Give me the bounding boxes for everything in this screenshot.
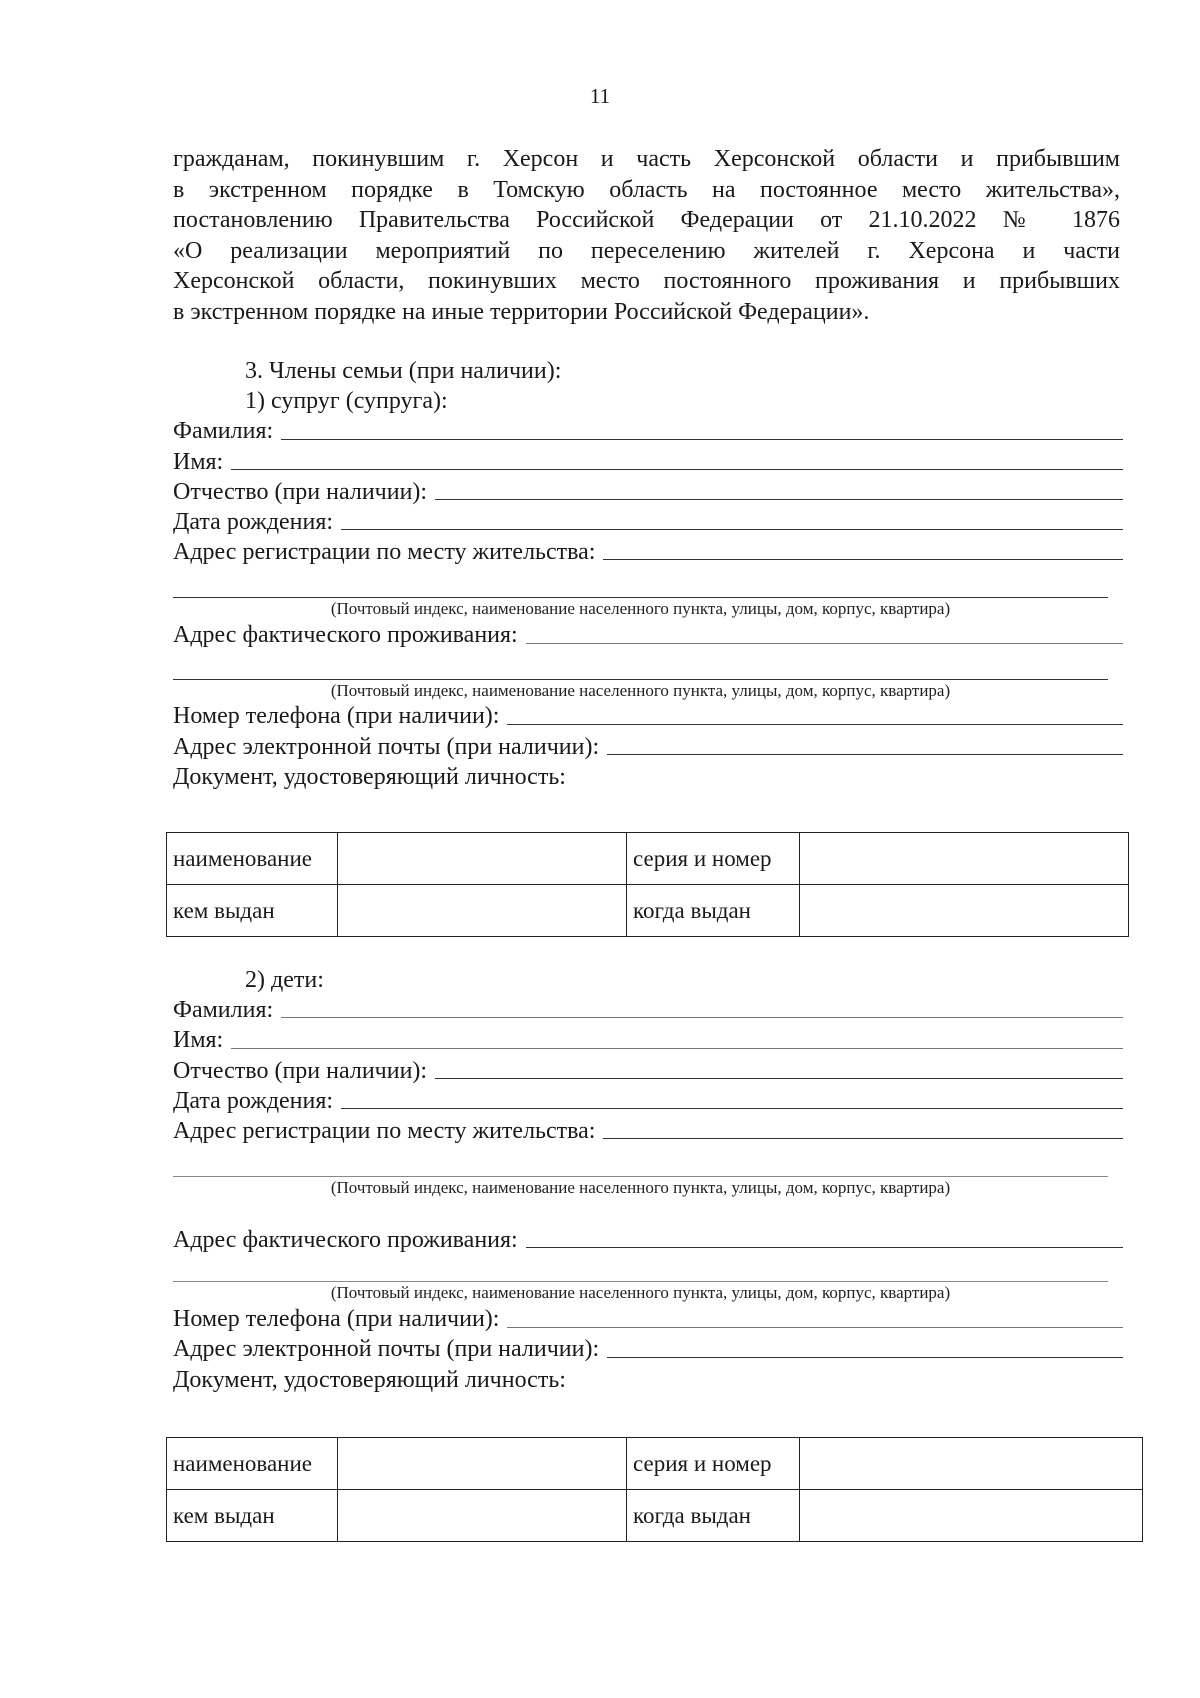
intro-line: «О реализации мероприятий по переселению жителей г. Херсона и части [173,237,1120,264]
page-number: 11 [589,84,611,108]
table-cell-label: наименование [167,1438,338,1490]
child-actual-address-field[interactable] [526,1247,1123,1248]
spouse-actual-address-label: Адрес фактического проживания: [173,622,518,649]
spouse-name-field[interactable] [231,469,1123,470]
section-title: 3. Члены семьи (при наличии): [245,357,562,384]
intro-line: гражданам, покинувшим г. Херсон и часть Херсонской области и прибывшим [173,146,1120,172]
child-name-label: Имя: [173,1027,224,1054]
intro-line: в экстренном порядке в Томскую область на постоянное место жительства», [173,176,1120,203]
table-cell-input[interactable] [800,1438,1143,1490]
child-phone-field[interactable] [507,1327,1123,1328]
spouse-reg-address-field[interactable] [603,559,1123,560]
spouse-actual-address-field[interactable] [526,643,1123,644]
child-email-label: Адрес электронной почты (при наличии): [173,1336,600,1363]
spouse-reg-address-label: Адрес регистрации по месту жительства: [173,539,596,566]
table-cell-input[interactable] [338,885,627,937]
child-actual-address-label: Адрес фактического проживания: [173,1227,518,1254]
intro-line: постановлению Правительства Российской Федерации от 21.10.2022 № 1876 [173,207,1120,233]
spouse-surname-label: Фамилия: [173,418,274,445]
spouse-name-label: Имя: [173,448,224,475]
table-cell-input[interactable] [800,885,1129,937]
spouse-birth-date-field[interactable] [341,529,1123,530]
intro-line: Херсонской области, покинувших место постоянного проживания и прибывших [173,268,1120,294]
spouse-actual-address-hint: (Почтовый индекс, наименование населенного пункта, улицы, дом, корпус, квартира) [330,680,951,700]
child-surname-label: Фамилия: [173,997,274,1024]
intro-paragraph [173,144,1120,327]
spouse-section [173,356,1123,792]
spouse-surname-field[interactable] [281,439,1123,440]
child-patronymic-label: Отчество (при наличии): [173,1057,428,1084]
table-cell-label: серия и номер [627,833,800,885]
child-birth-date-field[interactable] [341,1108,1123,1109]
spouse-phone-field[interactable] [507,724,1123,725]
child-birth-date-label: Дата рождения: [173,1087,334,1114]
spouse-email-label: Адрес электронной почты (при наличии): [173,733,600,760]
child-phone-label: Номер телефона (при наличии): [173,1306,500,1333]
table-cell-input[interactable] [338,1438,627,1490]
spouse-patronymic-field[interactable] [435,499,1123,500]
spouse-heading: 1) супруг (супруга): [245,388,448,415]
table-cell-label: кем выдан [167,1490,338,1542]
table-cell-input[interactable] [800,833,1129,885]
child-actual-address-hint: (Почтовый индекс, наименование населенного пункта, улицы, дом, корпус, квартира) [330,1283,951,1303]
table-cell-label: серия и номер [627,1438,800,1490]
table-cell-input[interactable] [800,1490,1143,1542]
table-cell-input[interactable] [338,833,627,885]
child-reg-address-field[interactable] [603,1138,1123,1139]
child-patronymic-field[interactable] [435,1078,1123,1079]
table-cell-input[interactable] [338,1490,627,1542]
spouse-email-field[interactable] [607,754,1123,755]
spouse-reg-address-hint: (Почтовый индекс, наименование населенного пункта, улицы, дом, корпус, квартира) [330,599,951,619]
table-cell-label: наименование [167,833,338,885]
children-heading: 2) дети: [245,966,324,993]
table-cell-label: когда выдан [627,885,800,937]
child-id-table [166,1437,1143,1542]
child-email-field[interactable] [607,1357,1123,1358]
spouse-id-document-label: Документ, удостоверяющий личность: [173,763,566,790]
spouse-birth-date-label: Дата рождения: [173,508,334,535]
child-id-document-label: Документ, удостоверяющий личность: [173,1366,566,1393]
intro-line: в экстренном порядке на иные территории Российской Федерации». [173,298,870,325]
child-reg-address-label: Адрес регистрации по месту жительства: [173,1117,596,1144]
child-name-field[interactable] [231,1048,1123,1049]
spouse-id-table [166,832,1129,937]
spouse-patronymic-label: Отчество (при наличии): [173,478,428,505]
table-cell-label: кем выдан [167,885,338,937]
table-cell-label: когда выдан [627,1490,800,1542]
spouse-phone-label: Номер телефона (при наличии): [173,703,500,730]
child-surname-field[interactable] [281,1017,1123,1018]
children-section [173,965,1123,1395]
child-reg-address-hint: (Почтовый индекс, наименование населенного пункта, улицы, дом, корпус, квартира) [330,1178,951,1198]
